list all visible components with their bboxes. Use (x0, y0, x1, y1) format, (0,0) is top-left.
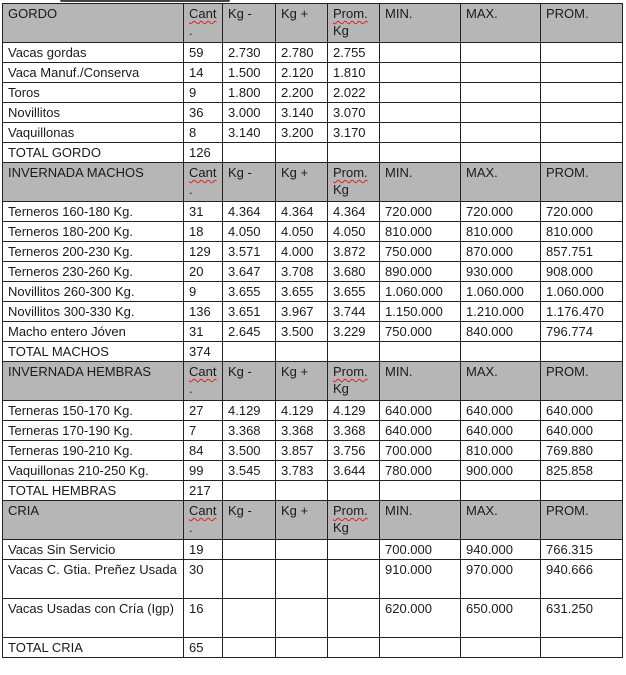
cell-kg-max: 2.200 (276, 83, 328, 103)
prom-kg-label-2: Kg (333, 520, 349, 535)
empty-cell (276, 481, 328, 501)
cell-max (461, 103, 541, 123)
empty-cell (541, 638, 623, 658)
section-title: CRIA (3, 501, 184, 540)
cell-min: 910.000 (380, 560, 461, 599)
cell-kg-max: 3.857 (276, 441, 328, 461)
row-name: Vacas Sin Servicio (3, 540, 184, 560)
cell-kg-max: 4.050 (276, 222, 328, 242)
table-row (3, 242, 623, 262)
cell-prom: 810.000 (541, 222, 623, 242)
cell-kg-min (223, 599, 276, 638)
empty-cell (223, 481, 276, 501)
cant-dot: . (189, 520, 193, 535)
cell-prom-kg (328, 599, 380, 638)
column-header-prom: PROM. (541, 501, 623, 540)
column-header-kg-min: Kg - (223, 163, 276, 202)
cell-cant: 20 (184, 262, 223, 282)
cell-min: 640.000 (380, 401, 461, 421)
table-row (3, 43, 623, 63)
cell-prom-kg: 3.680 (328, 262, 380, 282)
row-name: Vaquillonas 210-250 Kg. (3, 461, 184, 481)
cell-prom-kg (328, 540, 380, 560)
row-name: Toros (3, 83, 184, 103)
cant-dot: . (189, 23, 193, 38)
column-header-max: MAX. (461, 501, 541, 540)
cell-prom: 640.000 (541, 421, 623, 441)
cell-kg-min: 2.645 (223, 322, 276, 342)
cell-kg-min: 3.651 (223, 302, 276, 322)
section-header-row (3, 4, 623, 43)
prom-kg-label-2: Kg (333, 182, 349, 197)
cell-kg-max: 3.967 (276, 302, 328, 322)
cell-max (461, 83, 541, 103)
cell-kg-max: 3.368 (276, 421, 328, 441)
cell-cant: 18 (184, 222, 223, 242)
empty-cell (328, 143, 380, 163)
cell-min: 640.000 (380, 421, 461, 441)
column-header-cant (184, 362, 223, 401)
empty-cell (461, 481, 541, 501)
column-header-prom-kg (328, 4, 380, 43)
cell-kg-max: 4.129 (276, 401, 328, 421)
cell-kg-min: 3.000 (223, 103, 276, 123)
cell-cant: 31 (184, 202, 223, 222)
empty-cell (461, 342, 541, 362)
cant-label: Cant (189, 165, 217, 180)
total-label: TOTAL MACHOS (3, 342, 184, 362)
section-header-row (3, 163, 623, 202)
cell-prom-kg: 2.755 (328, 43, 380, 63)
cell-kg-max (276, 560, 328, 599)
cell-prom: 631.250 (541, 599, 623, 638)
total-value: 374 (184, 342, 223, 362)
prom-kg-label-1: Prom. (333, 503, 368, 518)
cell-cant: 129 (184, 242, 223, 262)
empty-cell (328, 342, 380, 362)
empty-cell (541, 143, 623, 163)
cell-prom: 769.880 (541, 441, 623, 461)
cell-prom (541, 83, 623, 103)
total-row (3, 143, 623, 163)
cell-kg-max: 3.655 (276, 282, 328, 302)
row-name: Terneros 160-180 Kg. (3, 202, 184, 222)
cell-prom (541, 103, 623, 123)
cell-max: 1.210.000 (461, 302, 541, 322)
cell-prom: 766.315 (541, 540, 623, 560)
cell-cant: 14 (184, 63, 223, 83)
empty-cell (380, 481, 461, 501)
cell-max: 810.000 (461, 441, 541, 461)
cell-prom-kg (328, 560, 380, 599)
cell-kg-min: 3.140 (223, 123, 276, 143)
cell-kg-min: 3.368 (223, 421, 276, 441)
row-name: Vaca Manuf./Conserva (3, 63, 184, 83)
empty-cell (380, 143, 461, 163)
cell-cant: 8 (184, 123, 223, 143)
total-row (3, 638, 623, 658)
cell-kg-max: 2.780 (276, 43, 328, 63)
column-header-prom-kg (328, 163, 380, 202)
cell-kg-min: 3.500 (223, 441, 276, 461)
cell-min: 890.000 (380, 262, 461, 282)
cell-prom-kg: 2.022 (328, 83, 380, 103)
cell-kg-min: 1.800 (223, 83, 276, 103)
cell-min: 780.000 (380, 461, 461, 481)
total-label: TOTAL GORDO (3, 143, 184, 163)
cell-prom-kg: 4.050 (328, 222, 380, 242)
prom-kg-label-2: Kg (333, 23, 349, 38)
column-header-kg-max: Kg + (276, 4, 328, 43)
empty-cell (380, 342, 461, 362)
column-header-kg-max: Kg + (276, 163, 328, 202)
table-row (3, 103, 623, 123)
cell-prom: 640.000 (541, 401, 623, 421)
column-header-max: MAX. (461, 163, 541, 202)
empty-cell (380, 638, 461, 658)
row-name: Terneras 150-170 Kg. (3, 401, 184, 421)
cell-kg-min: 4.129 (223, 401, 276, 421)
column-header-min: MIN. (380, 362, 461, 401)
cell-min (380, 123, 461, 143)
cell-prom: 1.060.000 (541, 282, 623, 302)
cell-kg-min: 3.545 (223, 461, 276, 481)
cell-max: 1.060.000 (461, 282, 541, 302)
cell-kg-min: 4.050 (223, 222, 276, 242)
cell-max: 650.000 (461, 599, 541, 638)
empty-cell (276, 342, 328, 362)
table-row (3, 282, 623, 302)
column-header-kg-max: Kg + (276, 501, 328, 540)
cell-prom: 796.774 (541, 322, 623, 342)
cant-dot: . (189, 381, 193, 396)
cell-min: 1.150.000 (380, 302, 461, 322)
cell-prom (541, 63, 623, 83)
cell-kg-max: 4.000 (276, 242, 328, 262)
cell-max: 940.000 (461, 540, 541, 560)
empty-cell (328, 638, 380, 658)
cell-min: 720.000 (380, 202, 461, 222)
cell-kg-max: 4.364 (276, 202, 328, 222)
cell-prom-kg: 3.229 (328, 322, 380, 342)
row-name: Macho entero Jóven (3, 322, 184, 342)
column-header-kg-max: Kg + (276, 362, 328, 401)
table-row (3, 560, 623, 599)
total-label: TOTAL CRIA (3, 638, 184, 658)
cell-cant: 19 (184, 540, 223, 560)
cell-max (461, 63, 541, 83)
cell-prom (541, 123, 623, 143)
section-header-row (3, 362, 623, 401)
cell-cant: 16 (184, 599, 223, 638)
row-name: Vacas gordas (3, 43, 184, 63)
cell-kg-max: 3.708 (276, 262, 328, 282)
cell-min: 810.000 (380, 222, 461, 242)
cropped-title-line (60, 0, 230, 2)
total-row (3, 481, 623, 501)
cell-min: 750.000 (380, 322, 461, 342)
cant-label: Cant (189, 503, 217, 518)
table-row (3, 202, 623, 222)
row-name: Vacas Usadas con Cría (Igp) (3, 599, 184, 638)
column-header-prom: PROM. (541, 4, 623, 43)
cell-min (380, 83, 461, 103)
cell-prom: 908.000 (541, 262, 623, 282)
cell-cant: 59 (184, 43, 223, 63)
cell-kg-min: 1.500 (223, 63, 276, 83)
empty-cell (276, 143, 328, 163)
section-title: INVERNADA MACHOS (3, 163, 184, 202)
total-value: 126 (184, 143, 223, 163)
cell-min: 1.060.000 (380, 282, 461, 302)
column-header-min: MIN. (380, 163, 461, 202)
empty-cell (328, 481, 380, 501)
table-row (3, 222, 623, 242)
cell-min: 620.000 (380, 599, 461, 638)
cell-prom-kg: 4.364 (328, 202, 380, 222)
cell-max: 840.000 (461, 322, 541, 342)
table-row (3, 540, 623, 560)
total-value: 65 (184, 638, 223, 658)
column-header-prom-kg (328, 501, 380, 540)
cell-kg-min: 3.647 (223, 262, 276, 282)
cell-max: 720.000 (461, 202, 541, 222)
section-title: GORDO (3, 4, 184, 43)
cell-max: 970.000 (461, 560, 541, 599)
column-header-cant (184, 501, 223, 540)
table-row (3, 461, 623, 481)
cant-label: Cant (189, 6, 217, 21)
cell-kg-max (276, 599, 328, 638)
cell-kg-min: 4.364 (223, 202, 276, 222)
cell-prom-kg: 3.368 (328, 421, 380, 441)
cant-dot: . (189, 182, 193, 197)
column-header-kg-min: Kg - (223, 362, 276, 401)
table-row (3, 123, 623, 143)
prom-kg-label-1: Prom. (333, 165, 368, 180)
cell-kg-max: 2.120 (276, 63, 328, 83)
cell-prom-kg: 4.129 (328, 401, 380, 421)
cell-kg-min: 3.571 (223, 242, 276, 262)
column-header-min: MIN. (380, 501, 461, 540)
row-name: Terneras 170-190 Kg. (3, 421, 184, 441)
empty-cell (223, 342, 276, 362)
cell-prom-kg: 3.170 (328, 123, 380, 143)
cell-kg-min: 3.655 (223, 282, 276, 302)
column-header-max: MAX. (461, 4, 541, 43)
prom-kg-label-1: Prom. (333, 6, 368, 21)
cell-cant: 27 (184, 401, 223, 421)
column-header-kg-min: Kg - (223, 4, 276, 43)
cell-prom: 1.176.470 (541, 302, 623, 322)
column-header-kg-min: Kg - (223, 501, 276, 540)
cell-prom (541, 43, 623, 63)
cell-max: 900.000 (461, 461, 541, 481)
cell-prom-kg: 3.756 (328, 441, 380, 461)
cell-min (380, 43, 461, 63)
cell-kg-min (223, 560, 276, 599)
cell-prom-kg: 3.070 (328, 103, 380, 123)
cell-max: 870.000 (461, 242, 541, 262)
row-name: Novillitos 260-300 Kg. (3, 282, 184, 302)
empty-cell (276, 638, 328, 658)
empty-cell (541, 481, 623, 501)
cell-prom: 857.751 (541, 242, 623, 262)
table-row (3, 441, 623, 461)
column-header-cant (184, 4, 223, 43)
row-name: Vacas C. Gtia. Preñez Usada (3, 560, 184, 599)
cell-cant: 9 (184, 83, 223, 103)
cell-cant: 7 (184, 421, 223, 441)
cell-prom: 940.666 (541, 560, 623, 599)
cell-min (380, 103, 461, 123)
table-row (3, 83, 623, 103)
cell-prom: 825.858 (541, 461, 623, 481)
cell-max (461, 43, 541, 63)
table-row (3, 302, 623, 322)
cell-cant: 99 (184, 461, 223, 481)
total-label: TOTAL HEMBRAS (3, 481, 184, 501)
table-row (3, 401, 623, 421)
cell-kg-max: 3.783 (276, 461, 328, 481)
column-header-prom: PROM. (541, 362, 623, 401)
row-name: Novillitos (3, 103, 184, 123)
row-name: Terneros 180-200 Kg. (3, 222, 184, 242)
row-name: Vaquillonas (3, 123, 184, 143)
cell-min: 750.000 (380, 242, 461, 262)
cell-prom-kg: 3.744 (328, 302, 380, 322)
empty-cell (223, 143, 276, 163)
cell-min (380, 63, 461, 83)
empty-cell (461, 143, 541, 163)
cell-kg-min: 2.730 (223, 43, 276, 63)
prom-kg-label-1: Prom. (333, 364, 368, 379)
section-title: INVERNADA HEMBRAS (3, 362, 184, 401)
table-row (3, 421, 623, 441)
row-name: Terneras 190-210 Kg. (3, 441, 184, 461)
section-header-row (3, 501, 623, 540)
cell-kg-max: 3.500 (276, 322, 328, 342)
cell-prom-kg: 3.644 (328, 461, 380, 481)
table-row (3, 262, 623, 282)
cell-kg-max: 3.200 (276, 123, 328, 143)
cell-kg-min (223, 540, 276, 560)
table-row (3, 599, 623, 638)
column-header-cant (184, 163, 223, 202)
cell-cant: 136 (184, 302, 223, 322)
cell-min: 700.000 (380, 540, 461, 560)
table-row (3, 63, 623, 83)
cell-cant: 30 (184, 560, 223, 599)
cell-kg-max (276, 540, 328, 560)
cell-max (461, 123, 541, 143)
row-name: Novillitos 300-330 Kg. (3, 302, 184, 322)
row-name: Terneros 230-260 Kg. (3, 262, 184, 282)
column-header-prom-kg (328, 362, 380, 401)
column-header-min: MIN. (380, 4, 461, 43)
cell-min: 700.000 (380, 441, 461, 461)
cattle-price-table (2, 3, 623, 658)
prom-kg-label-2: Kg (333, 381, 349, 396)
column-header-prom: PROM. (541, 163, 623, 202)
total-row (3, 342, 623, 362)
empty-cell (541, 342, 623, 362)
cell-max: 640.000 (461, 401, 541, 421)
cell-kg-max: 3.140 (276, 103, 328, 123)
cell-cant: 84 (184, 441, 223, 461)
empty-cell (461, 638, 541, 658)
cell-prom-kg: 3.655 (328, 282, 380, 302)
cant-label: Cant (189, 364, 217, 379)
cell-prom-kg: 1.810 (328, 63, 380, 83)
table-row (3, 322, 623, 342)
cell-cant: 9 (184, 282, 223, 302)
cell-max: 930.000 (461, 262, 541, 282)
cell-prom-kg: 3.872 (328, 242, 380, 262)
cell-cant: 36 (184, 103, 223, 123)
cell-max: 810.000 (461, 222, 541, 242)
row-name: Terneros 200-230 Kg. (3, 242, 184, 262)
cell-max: 640.000 (461, 421, 541, 441)
empty-cell (223, 638, 276, 658)
total-value: 217 (184, 481, 223, 501)
column-header-max: MAX. (461, 362, 541, 401)
cell-cant: 31 (184, 322, 223, 342)
cell-prom: 720.000 (541, 202, 623, 222)
